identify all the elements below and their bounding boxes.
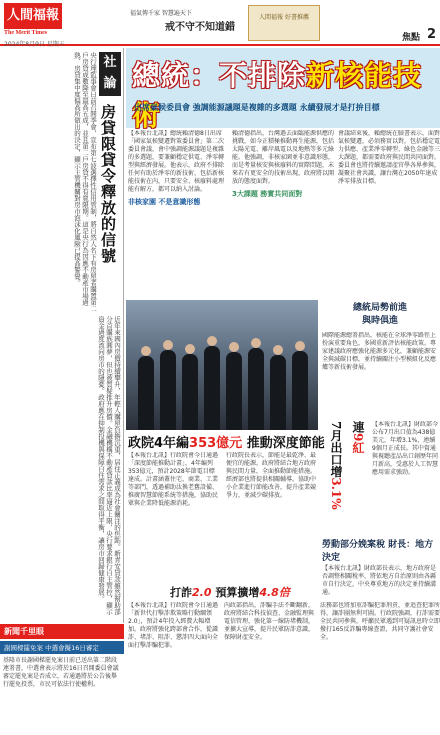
energy-article-headline[interactable] xyxy=(128,432,325,451)
fraud-headline-part-b: 預算擴增 xyxy=(211,586,260,599)
export-stat-prefix: 7月出口增 xyxy=(329,421,343,478)
tax-article-body: 【本報台北訊】財政部長表示，地方政府是否調整相關稅率，將依地方自治原則由各縣市自行決定，中央尊重地方的決定並持續溝通。 xyxy=(322,565,437,596)
photo-figure xyxy=(226,352,242,430)
photo-figure xyxy=(270,355,286,430)
photo-figure xyxy=(182,354,198,430)
newspaper-logo-english: The Merit Times xyxy=(4,30,48,36)
lead-article-col-3: 會議結束後，賴總統在臉書表示，面對氣候變遷，必須務實以對，包括穩定電力供應、產業淨零轉型、綠色金融等三大課題，都需要政府與民間共同面對。委員會也將持續邀請產官學各界參與，凝聚社會共識，讓台灣在2050年達成淨零排放目標。 xyxy=(338,130,440,185)
lead-article-text-1: 【本報台北訊】總統賴清德8日出席「國家氣候變遷對策委員會」第二次委員會議，會中強調能源議題是複雜的多選題，要兼顧穩定供電、淨零轉型與經濟發展。他表示，政府不排除任何有助於淨零的新技術，包括新核能技術在內，只要安全、核廢料處理能有解方，都可以納入討論。 xyxy=(128,130,225,193)
editorial-title[interactable]: 房貸限貸令釋放的信號 xyxy=(99,104,117,264)
lead-headline-part-a: 總統：不排除 xyxy=(132,59,307,92)
lead-article-subhead-2: 3大課題 務實共同面對 xyxy=(232,190,303,198)
export-stat-body: 【本報台北訊】財政部今公布7月出口值為438億美元，年增3.1%，連續9個月正成長。其中資通與視聽產品出口創歷年同月新高，受惠於人工智慧應用需求強勁。 xyxy=(372,421,438,476)
masthead xyxy=(0,0,440,46)
right-sidebar xyxy=(320,300,440,630)
editorial-label: 社論 xyxy=(99,52,121,96)
lead-article xyxy=(128,130,440,298)
news-brief-box xyxy=(0,624,124,735)
photo-figure xyxy=(292,351,308,430)
photo-figure xyxy=(138,356,154,430)
fraud-article-col-2: 內政部指出，詐騙手法不斷翻新，政府將結合科技偵查、金融監理與電信管理，強化第一線防堵機制，並擴大宣導，提升民眾防詐意識，保障財產安全。 xyxy=(224,602,315,641)
fraud-article xyxy=(128,602,440,732)
export-streak-value: 9紅 xyxy=(351,433,365,454)
photo-figure xyxy=(204,346,220,430)
energy-headline-amount: 353億元 xyxy=(189,436,243,451)
fraud-article-col-3: 法務部也將加重詐騙犯罪刑責，並追查犯罪所得，讓詐團無利可圖。行政院強調，打詐需要全民共同參與，呼籲民眾遇到可疑訊息時立即撥打165反詐騙專線查證，共同守護社會安全。 xyxy=(320,602,440,641)
energy-headline-part-b: 推動深度節能 xyxy=(242,436,325,451)
energy-headline-part-a: 政院4年編 xyxy=(128,436,190,451)
section-label: 焦點 xyxy=(401,33,420,43)
fraud-article-col-1: 【本報台北訊】行政院會今日通過「新世代打擊詐欺策略行動綱領2.0」，預計4年投入經費大幅增加。政府將強化跨部會合作，從識詐、堵詐、阻詐、懲詐四大面向全面打擊詐騙犯罪。 xyxy=(128,602,219,649)
export-streak-prefix: 連 xyxy=(351,421,365,433)
fraud-article-headline[interactable] xyxy=(170,584,290,600)
slogan-top: 福氣傳千家 智慧遍天下 xyxy=(130,10,192,17)
news-brief-header: 新聞千里眼 xyxy=(0,624,124,639)
energy-article-col-2: 行政院長表示，節能是最乾淨、最便宜的能源，政府將結合地方政府與民間力量，全面推動節能措施。經濟部也將提供相關輔導，協助中小企業進行節能改善，提升產業競爭力，並減少碳排放。 xyxy=(226,452,317,499)
energy-article xyxy=(128,452,318,582)
fraud-headline-multiplier: 4.8倍 xyxy=(259,586,290,599)
fraud-headline-part-a: 打詐 xyxy=(170,586,192,599)
fraud-headline-version: 2.0 xyxy=(192,586,212,599)
lead-article-col-2 xyxy=(232,130,334,298)
lead-article-col-1 xyxy=(128,130,228,298)
issue-date: 2024年8月9日 星期五 xyxy=(4,41,65,48)
slogan-main: 戒不守不知道錯 xyxy=(165,22,235,33)
energy-article-col-1: 【本報台北訊】行政院會今日通過「深度節能推動計畫」，4年編列353億元，預計2028年節電目標達成。計畫涵蓋住宅、商業、工業等部門，透過補助汰換老舊設備、推廣智慧節能系統等措施，協助民眾與企業降低能源消耗。 xyxy=(128,452,219,507)
photo-figure xyxy=(160,350,176,430)
news-brief-body: 基隆市長謝國樑罷免案日前已送出第二階段連署書，中選會表示將於16日召開委員會議審定罷免案是否成立，若通過將於公告後舉行罷免投票，市民可依法行使權利。 xyxy=(3,657,119,688)
export-stat-block xyxy=(320,421,440,531)
lead-article-subhead-1: 非核家園 不是意識形態 xyxy=(128,198,201,206)
lead-article-text-2: 賴清德指出，台灣過去面臨能源供應的挑戰，如今正積極推動再生能源，包括太陽光電、離岸風電以及地熱等多元綠能。他強調，非核家園並非意識形態，而是考量核安與核廢料的實際問題，未來若有更安全的技術出現，政府將以開放的態度面對。 xyxy=(232,130,334,185)
export-stat-line-2 xyxy=(350,421,367,453)
sidebar-title[interactable]: 總統局勢前進 與時俱進 xyxy=(352,303,407,326)
page-number: 2 xyxy=(426,27,436,42)
editorial-body-2: 近年來國內房價持續攀升，年輕人購屋負擔沉重，居住正義成為社會關注的焦點。新青安貸款雖然幫助部分首購族圓夢，但也被質疑推升房價。金融機構不動產貸款比率逼近上限，央行要求銀行自主管控，顯示資金過度流向房市的隱憂。政府應在抑制投機與保障自住需求之間取得平衡，讓房市回歸健康發展。 xyxy=(97,316,121,615)
masthead-ad[interactable]: 人間福報 好書推薦 xyxy=(248,5,320,41)
photo-figure xyxy=(248,348,264,430)
tax-article-title[interactable]: 勞動部分娩案稅 財長：地方決定 xyxy=(322,540,434,563)
news-photo[interactable] xyxy=(126,300,318,430)
lead-headline xyxy=(132,54,440,134)
editorial-body-1: 央行理監事會日前召開季會，宣布第七波選擇性信用管制，將自然人名下有房屋者購置第二戶房貸成數降至最高五成，並且第二戶房貸不得有寬限期。這是央行為因應不動產市場過熱、房貸集中度偏高所做出的決定，顯示主管機關對房市泡沫化風險已提高警覺。 xyxy=(73,52,97,312)
lead-headline-highlight: 新核能技術 xyxy=(132,59,423,132)
export-growth-value: 3.1% xyxy=(329,477,343,510)
newspaper-logo[interactable]: 人間福報 xyxy=(4,3,62,29)
export-stat-line-1 xyxy=(328,421,345,510)
lead-subheadline: 出席氣候委員會 強調能源議題是複雜的多選題 永續發展才是打拚目標 xyxy=(134,103,380,112)
lead-headline-banner[interactable] xyxy=(126,48,440,132)
news-brief-subhead[interactable]: 謝國樑罷免案 中選會擬16日審定 xyxy=(0,641,124,654)
editorial-column xyxy=(0,48,124,623)
sidebar-body: 國際能源總署指出，核能在全球淨零路徑上扮演重要角色，多國重新評估核能政策。專家建議政府應強化能源多元化，兼顧能源安全與減碳目標，並持續關注小型模組化反應爐等新技術發展。 xyxy=(322,332,437,371)
